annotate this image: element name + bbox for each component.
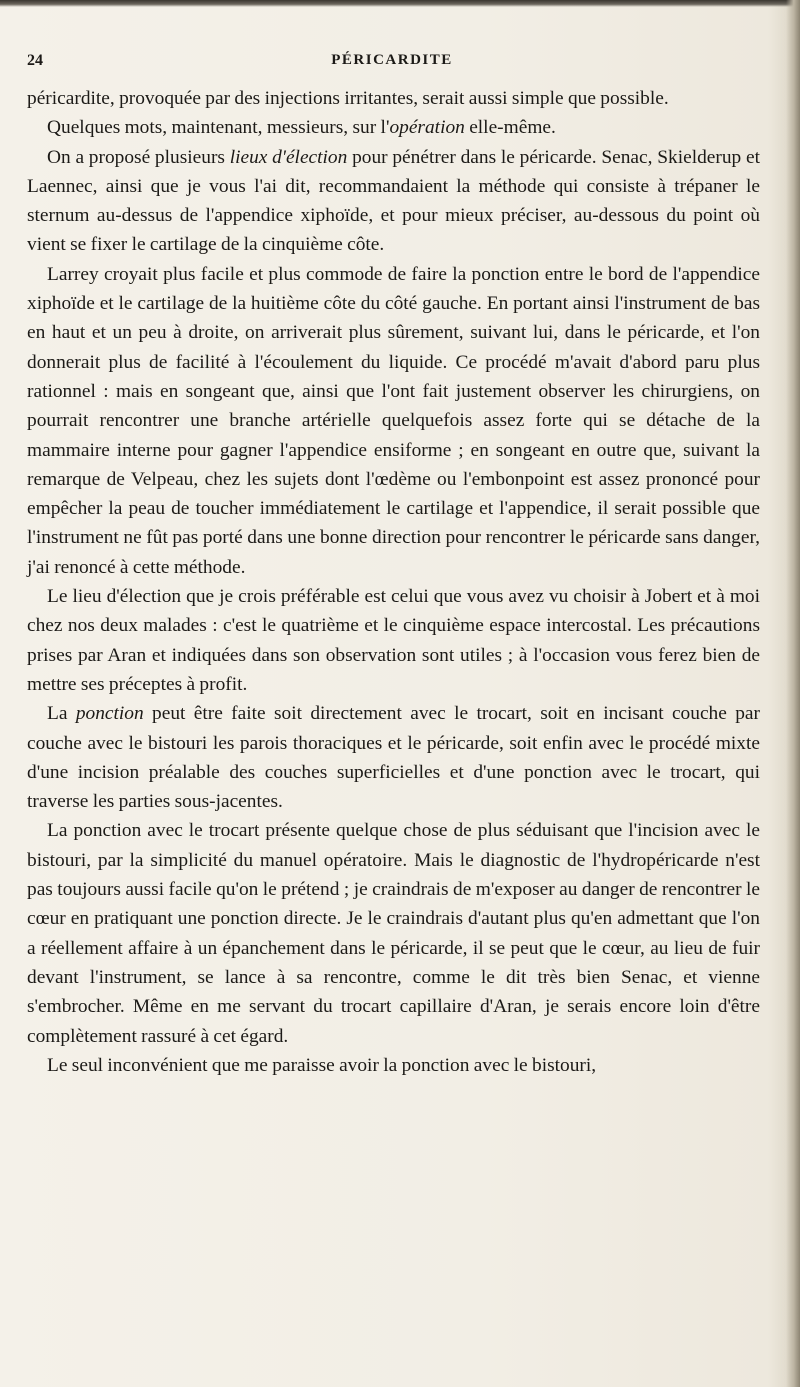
- page-header: [27, 52, 757, 76]
- paragraph: [27, 816, 760, 1050]
- text-run: Le lieu d'élection que je crois préférable est celui que vous avez vu choisir à Jobert et à moi chez nos deux malades : c'est le quatrième et le cinquième espace intercostal. Les précautions prises par Aran et indiquées dans son observation sont utiles ; à l'occasion vous ferez bien de mettre ses préceptes à profit.: [27, 586, 760, 695]
- italic-term: opération: [389, 117, 465, 139]
- page-number: 24: [27, 52, 43, 69]
- text-run: La: [47, 703, 76, 725]
- paragraph: [27, 260, 760, 582]
- text-run: peut être faite soit directement avec le trocart, soit en incisant couche par couche avec le bistouri les parois thoraciques et le péricarde, soit enfin avec le procédé mixte d'une incision préalable des couches superficielles et d'une ponction avec le trocart, qui traverse les parties sous-jacentes.: [27, 703, 760, 813]
- text-run: Quelques mots, maintenant, messieurs, sur l': [47, 117, 390, 139]
- top-edge-shadow: [0, 0, 800, 7]
- text-run: Larrey croyait plus facile et plus commode de faire la ponction entre le bord de l'appendice xiphoïde et le cartilage de la huitième côte du côté gauche. En portant ainsi l'instrument de bas en haut et un peu à droite, on arriverait plus sûrement, suivant lui, dans le péricarde, et l'on donnerait plus de facilité à l'écoulement du liquide. Ce procédé m'avait d'abord paru plus rationnel : mais en songeant que, ainsi que l'ont fait justement observer les chirurgiens, on pourrait rencontrer une branche artérielle quelquefois assez forte qui se détache de la mammaire interne pour gagner l'appendice ensiforme ; en songeant en outre que, suivant la remarque de Velpeau, chez les sujets dont l'œdème ou l'embonpoint est assez prononcé pour empêcher la peau de toucher immédiatement le cartilage et l'appendice, il serait possible que l'instrument ne fût pas porté dans une bonne direction pour rencontrer le péricarde sans danger, j'ai renoncé à cette méthode.: [27, 263, 760, 578]
- paragraph: [27, 582, 760, 699]
- body-text: [27, 84, 760, 1080]
- page-gutter-shadow: [786, 0, 800, 1387]
- text-run: péricardite, provoquée par des injections irritantes, serait aussi simple que possible.: [27, 88, 669, 109]
- text-run: La ponction avec le trocart présente quelque chose de plus séduisant que l'incision avec le bistouri, par la simplicité du manuel opératoire. Mais le diagnostic de l'hydropéricarde n'est pas toujours aussi facile qu'on le prétend ; je craindrais de m'exposer au danger de rencontrer le cœur en pratiquant une ponction directe. Je le craindrais d'autant plus qu'en admettant que l'on a réellement affaire à un épanchement dans le péricarde, il se peut que le cœur, au lieu de fuir devant l'instrument, se lance à sa rencontre, comme le dit très bien Senac, et vienne s'embrocher. Même en me servant du trocart capillaire d'Aran, je serais encore loin d'être complètement rassuré à cet égard.: [27, 820, 760, 1047]
- paragraph: [27, 699, 760, 816]
- text-run: elle-même.: [464, 117, 556, 139]
- text-run: Le seul inconvénient que me paraisse avoir la ponction avec le bistouri,: [47, 1054, 597, 1076]
- running-title: PÉRICARDITE: [331, 52, 453, 68]
- paragraph: [27, 143, 760, 260]
- paragraph: [27, 113, 760, 142]
- paragraph: [27, 84, 760, 113]
- italic-term: ponction: [75, 703, 144, 725]
- text-run: On a proposé plusieurs: [47, 146, 230, 168]
- text-run: pour pénétrer dans le péricarde. Senac, Skielderup et Laennec, ainsi que je vous l'ai dit, recommandaient la méthode qui consiste à trépaner le sternum au-dessus de l'appendice xiphoïde, et pour mieux préciser, au-dessous du point où vient se fixer le cartilage de la cinquième côte.: [27, 146, 760, 256]
- paragraph: [27, 1051, 760, 1080]
- italic-term: lieux d'élection: [229, 146, 348, 168]
